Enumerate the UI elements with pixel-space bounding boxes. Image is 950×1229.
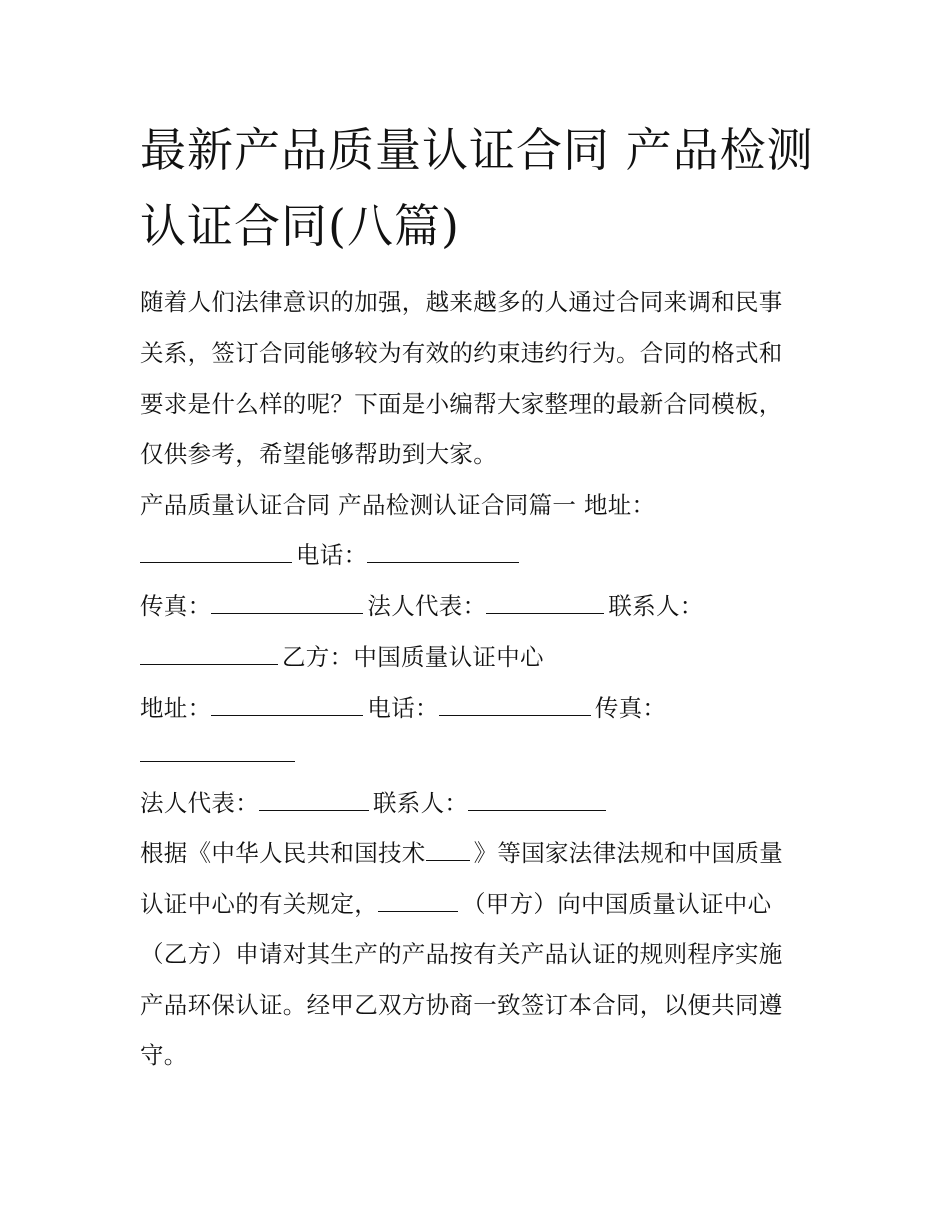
phone-blank[interactable] bbox=[439, 693, 591, 716]
contact-label: 联系人： bbox=[608, 592, 704, 620]
intro-line-1: 随着人们法律意识的加强，越来越多的人通过合同来调和民事 bbox=[140, 288, 783, 316]
fax-label: 传真： bbox=[140, 592, 212, 620]
body-line-1 bbox=[140, 838, 820, 868]
contact-label: 联系人： bbox=[373, 789, 469, 817]
body-text: 》等国家法律法规和中国质量 bbox=[473, 839, 784, 867]
fax-blank[interactable] bbox=[140, 739, 295, 762]
body-line-5: 守。 bbox=[140, 1041, 188, 1069]
legal-rep-label: 法人代表： bbox=[140, 789, 259, 817]
party-a-fax-row bbox=[140, 591, 820, 621]
contact-blank[interactable] bbox=[140, 642, 278, 665]
body-line-3: （乙方）申请对其生产的产品按有关产品认证的规则程序实施 bbox=[140, 940, 783, 968]
address-label: 地址： bbox=[140, 694, 212, 722]
intro-line-2: 关系，签订合同能够较为有效的约束违约行为。合同的格式和 bbox=[140, 339, 783, 367]
section-heading: 产品质量认证合同 产品检测认证合同篇一 地址： bbox=[140, 491, 656, 519]
body-line-4: 产品环保认证。经甲乙双方协商一致签订本合同，以便共同遵 bbox=[140, 991, 783, 1019]
legal-rep-label: 法人代表： bbox=[367, 592, 487, 620]
intro-line-3: 要求是什么样的呢？下面是小编帮大家整理的最新合同模板， bbox=[140, 390, 783, 418]
party-b-row bbox=[140, 642, 820, 672]
phone-label: 电话： bbox=[296, 541, 368, 569]
party-b-label: 乙方：中国质量认证中心 bbox=[282, 643, 544, 671]
address-blank[interactable] bbox=[140, 540, 292, 563]
party-a-phone-row bbox=[140, 540, 820, 570]
intro-line-4: 仅供参考，希望能够帮助到大家。 bbox=[140, 440, 497, 468]
party-a-name-blank[interactable] bbox=[378, 889, 458, 912]
body-text: （甲方）向中国质量认证中心 bbox=[462, 890, 772, 918]
party-b-fax-row bbox=[140, 739, 820, 769]
fax-label: 传真： bbox=[594, 694, 667, 722]
body-text: 根据《中华人民共和国技术 bbox=[140, 839, 426, 867]
party-b-rep-row bbox=[140, 788, 820, 818]
party-b-address-row bbox=[140, 693, 820, 723]
address-blank[interactable] bbox=[211, 693, 363, 716]
contact-blank[interactable] bbox=[468, 788, 606, 811]
fax-blank[interactable] bbox=[211, 591, 363, 614]
legal-rep-blank[interactable] bbox=[259, 788, 369, 811]
body-line-2 bbox=[140, 889, 820, 919]
body-text: 认证中心的有关规定， bbox=[140, 890, 378, 918]
document-title: 最新产品质量认证合同 产品检测认证合同(八篇) bbox=[140, 123, 814, 253]
phone-label: 电话： bbox=[367, 694, 439, 722]
phone-blank[interactable] bbox=[367, 540, 519, 563]
legal-rep-blank[interactable] bbox=[486, 591, 604, 614]
law-name-blank[interactable] bbox=[426, 838, 470, 861]
